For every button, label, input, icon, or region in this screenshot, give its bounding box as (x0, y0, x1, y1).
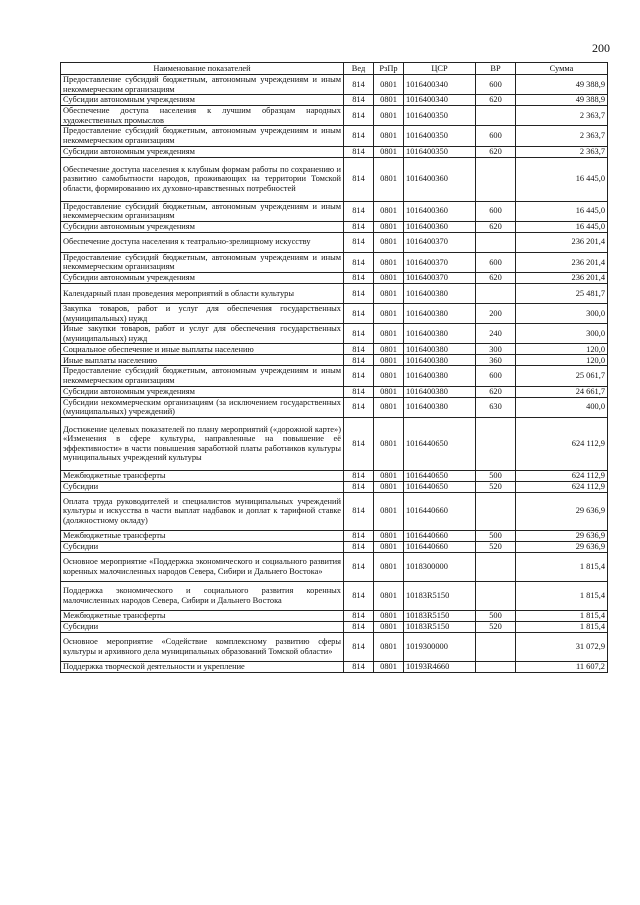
row-csr: 1016400350 (404, 106, 476, 126)
row-vr (476, 661, 516, 672)
row-sum: 624 112,9 (516, 417, 608, 470)
row-csr: 10183R5150 (404, 581, 476, 610)
row-ved: 814 (344, 232, 374, 252)
row-csr: 1019300000 (404, 632, 476, 661)
row-name: Субсидии (61, 481, 344, 492)
row-name: Календарный план проведения мероприятий в области культуры (61, 283, 344, 303)
row-csr: 1016400370 (404, 252, 476, 272)
table-row (61, 283, 608, 303)
row-csr: 1016440660 (404, 541, 476, 552)
row-vr (476, 232, 516, 252)
table-row (61, 303, 608, 323)
row-vr: 600 (476, 366, 516, 386)
row-sum: 49 388,9 (516, 95, 608, 106)
row-vr (476, 552, 516, 581)
row-ved: 814 (344, 157, 374, 201)
row-sum: 120,0 (516, 344, 608, 355)
header-name: Наименование показателей (61, 63, 344, 75)
row-rzpr: 0801 (374, 221, 404, 232)
row-name: Поддержка экономического и социального развития коренных малочисленных народов Севера, Сибири и Дальнего Востока (61, 581, 344, 610)
row-ved: 814 (344, 344, 374, 355)
row-ved: 814 (344, 283, 374, 303)
header-vr: ВР (476, 63, 516, 75)
row-csr: 1016400380 (404, 366, 476, 386)
row-sum: 2 363,7 (516, 106, 608, 126)
row-name: Субсидии автономным учреждениям (61, 95, 344, 106)
row-vr: 240 (476, 324, 516, 344)
table-row (61, 632, 608, 661)
row-name: Субсидии автономным учреждениям (61, 272, 344, 283)
row-rzpr: 0801 (374, 492, 404, 530)
row-name: Межбюджетные трансферты (61, 610, 344, 621)
row-csr: 1016400360 (404, 221, 476, 232)
row-name: Иные закупки товаров, работ и услуг для обеспечения государственных (муниципальных) нужд (61, 324, 344, 344)
row-rzpr: 0801 (374, 146, 404, 157)
row-sum: 120,0 (516, 355, 608, 366)
row-name: Субсидии некоммерческим организациям (за исключением государственных (муниципальных) учреждений) (61, 397, 344, 417)
row-sum: 400,0 (516, 397, 608, 417)
row-name: Основное мероприятие «Содействие комплексному развитию сферы культуры и архивного дела муниципальных образований Томской области» (61, 632, 344, 661)
row-vr: 360 (476, 355, 516, 366)
row-name: Предоставление субсидий бюджетным, автономным учреждениям и иным некоммерческим организациям (61, 75, 344, 95)
budget-table (60, 62, 608, 673)
row-sum: 16 445,0 (516, 201, 608, 221)
row-csr: 1016440660 (404, 492, 476, 530)
row-csr: 1016400360 (404, 201, 476, 221)
row-sum: 1 815,4 (516, 621, 608, 632)
row-name: Оплата труда руководителей и специалистов муниципальных учреждений культуры и искусства в части выплат надбавок и доплат к тарифной ставке (должностному окладу) (61, 492, 344, 530)
row-rzpr: 0801 (374, 552, 404, 581)
table-row (61, 106, 608, 126)
row-ved: 814 (344, 541, 374, 552)
row-rzpr: 0801 (374, 157, 404, 201)
row-sum: 24 661,7 (516, 386, 608, 397)
row-vr (476, 417, 516, 470)
table-row (61, 232, 608, 252)
row-csr: 1016400340 (404, 95, 476, 106)
row-rzpr: 0801 (374, 632, 404, 661)
row-vr: 500 (476, 470, 516, 481)
row-csr: 1016440650 (404, 481, 476, 492)
row-rzpr: 0801 (374, 252, 404, 272)
row-vr: 300 (476, 344, 516, 355)
row-csr: 1016400380 (404, 303, 476, 323)
row-name: Основное мероприятие «Поддержка экономического и социального развития коренных малочисленных народов Севера, Сибири и Дальнего Востока» (61, 552, 344, 581)
row-ved: 814 (344, 95, 374, 106)
row-sum: 31 072,9 (516, 632, 608, 661)
table-row (61, 355, 608, 366)
row-csr: 1016440650 (404, 417, 476, 470)
row-ved: 814 (344, 621, 374, 632)
row-sum: 2 363,7 (516, 146, 608, 157)
row-name: Предоставление субсидий бюджетным, автономным учреждениям и иным некоммерческим организациям (61, 126, 344, 146)
row-name: Субсидии автономным учреждениям (61, 221, 344, 232)
row-ved: 814 (344, 303, 374, 323)
row-rzpr: 0801 (374, 272, 404, 283)
row-rzpr: 0801 (374, 201, 404, 221)
table-row (61, 344, 608, 355)
row-vr: 600 (476, 201, 516, 221)
row-ved: 814 (344, 252, 374, 272)
row-ved: 814 (344, 75, 374, 95)
row-ved: 814 (344, 366, 374, 386)
row-vr: 200 (476, 303, 516, 323)
row-rzpr: 0801 (374, 355, 404, 366)
row-vr (476, 157, 516, 201)
row-sum: 624 112,9 (516, 470, 608, 481)
row-ved: 814 (344, 386, 374, 397)
row-vr (476, 492, 516, 530)
row-vr: 620 (476, 221, 516, 232)
table-row (61, 252, 608, 272)
row-sum: 624 112,9 (516, 481, 608, 492)
table-row (61, 417, 608, 470)
header-row (61, 63, 608, 75)
row-vr (476, 106, 516, 126)
row-rzpr: 0801 (374, 621, 404, 632)
row-csr: 1016400340 (404, 75, 476, 95)
table-row (61, 95, 608, 106)
row-csr: 1016440650 (404, 470, 476, 481)
table-row (61, 530, 608, 541)
table-row (61, 541, 608, 552)
row-name: Межбюджетные трансферты (61, 470, 344, 481)
row-name: Межбюджетные трансферты (61, 530, 344, 541)
header-rzpr: РзПр (374, 63, 404, 75)
row-sum: 25 061,7 (516, 366, 608, 386)
row-ved: 814 (344, 201, 374, 221)
row-vr: 520 (476, 541, 516, 552)
row-vr: 600 (476, 126, 516, 146)
row-csr: 1016400380 (404, 283, 476, 303)
row-ved: 814 (344, 106, 374, 126)
row-rzpr: 0801 (374, 581, 404, 610)
row-name: Социальное обеспечение и иные выплаты населению (61, 344, 344, 355)
row-rzpr: 0801 (374, 530, 404, 541)
table-row (61, 146, 608, 157)
row-ved: 814 (344, 552, 374, 581)
row-name: Субсидии автономным учреждениям (61, 146, 344, 157)
row-rzpr: 0801 (374, 397, 404, 417)
row-sum: 300,0 (516, 324, 608, 344)
row-sum: 11 607,2 (516, 661, 608, 672)
table-row (61, 366, 608, 386)
row-ved: 814 (344, 530, 374, 541)
row-ved: 814 (344, 355, 374, 366)
table-header (61, 63, 608, 75)
row-ved: 814 (344, 661, 374, 672)
row-sum: 236 201,4 (516, 272, 608, 283)
row-sum: 16 445,0 (516, 221, 608, 232)
row-sum: 236 201,4 (516, 252, 608, 272)
row-csr: 1016400350 (404, 126, 476, 146)
row-vr (476, 581, 516, 610)
row-name: Поддержка творческой деятельности и укрепление (61, 661, 344, 672)
table-row (61, 324, 608, 344)
row-ved: 814 (344, 324, 374, 344)
row-sum: 1 815,4 (516, 581, 608, 610)
row-name: Предоставление субсидий бюджетным, автономным учреждениям и иным некоммерческим организациям (61, 201, 344, 221)
table-row (61, 552, 608, 581)
row-ved: 814 (344, 632, 374, 661)
row-name: Субсидии автономным учреждениям (61, 386, 344, 397)
row-rzpr: 0801 (374, 386, 404, 397)
row-sum: 1 815,4 (516, 552, 608, 581)
table-row (61, 201, 608, 221)
row-ved: 814 (344, 470, 374, 481)
row-ved: 814 (344, 126, 374, 146)
row-csr: 1016400360 (404, 157, 476, 201)
table-row (61, 481, 608, 492)
row-ved: 814 (344, 492, 374, 530)
row-csr: 1016400380 (404, 355, 476, 366)
table-row (61, 492, 608, 530)
row-vr: 500 (476, 610, 516, 621)
row-vr: 520 (476, 621, 516, 632)
row-rzpr: 0801 (374, 417, 404, 470)
table-row (61, 581, 608, 610)
table-row (61, 75, 608, 95)
row-ved: 814 (344, 581, 374, 610)
row-csr: 1016440660 (404, 530, 476, 541)
row-vr: 620 (476, 95, 516, 106)
table-row (61, 610, 608, 621)
table-row (61, 661, 608, 672)
row-name: Предоставление субсидий бюджетным, автономным учреждениям и иным некоммерческим организациям (61, 252, 344, 272)
row-csr: 10183R5150 (404, 610, 476, 621)
row-ved: 814 (344, 221, 374, 232)
row-name: Иные выплаты населению (61, 355, 344, 366)
row-ved: 814 (344, 417, 374, 470)
row-ved: 814 (344, 610, 374, 621)
row-name: Обеспечение доступа населения к лучшим образцам народных художественных промыслов (61, 106, 344, 126)
row-rzpr: 0801 (374, 303, 404, 323)
row-csr: 1016400350 (404, 146, 476, 157)
row-rzpr: 0801 (374, 126, 404, 146)
row-rzpr: 0801 (374, 324, 404, 344)
table-row (61, 221, 608, 232)
row-sum: 300,0 (516, 303, 608, 323)
table-row (61, 470, 608, 481)
row-vr: 630 (476, 397, 516, 417)
table-row (61, 272, 608, 283)
row-csr: 1018300000 (404, 552, 476, 581)
table-row (61, 386, 608, 397)
row-rzpr: 0801 (374, 610, 404, 621)
row-sum: 2 363,7 (516, 126, 608, 146)
row-csr: 1016400380 (404, 344, 476, 355)
row-rzpr: 0801 (374, 95, 404, 106)
row-vr: 500 (476, 530, 516, 541)
table-row (61, 397, 608, 417)
row-name: Предоставление субсидий бюджетным, автономным учреждениям и иным некоммерческим организациям (61, 366, 344, 386)
row-rzpr: 0801 (374, 541, 404, 552)
row-vr: 620 (476, 146, 516, 157)
row-sum: 29 636,9 (516, 492, 608, 530)
row-name: Обеспечение доступа населения к театрально-зрелищному искусству (61, 232, 344, 252)
row-vr: 620 (476, 272, 516, 283)
row-ved: 814 (344, 481, 374, 492)
row-name: Закупка товаров, работ и услуг для обеспечения государственных (муниципальных) нужд (61, 303, 344, 323)
row-vr: 620 (476, 386, 516, 397)
row-vr (476, 632, 516, 661)
row-sum: 16 445,0 (516, 157, 608, 201)
header-ved: Вед (344, 63, 374, 75)
row-rzpr: 0801 (374, 75, 404, 95)
table-body (61, 75, 608, 673)
row-csr: 1016400370 (404, 272, 476, 283)
row-csr: 10193R4660 (404, 661, 476, 672)
row-rzpr: 0801 (374, 470, 404, 481)
row-rzpr: 0801 (374, 366, 404, 386)
row-rzpr: 0801 (374, 106, 404, 126)
row-name: Обеспечение доступа населения к клубным формам работы по сохранению и развитию самобытности народов, проживающих на территории Томской области, формированию их духовно-нравственных потребностей (61, 157, 344, 201)
row-rzpr: 0801 (374, 661, 404, 672)
row-rzpr: 0801 (374, 283, 404, 303)
row-rzpr: 0801 (374, 344, 404, 355)
row-sum: 25 481,7 (516, 283, 608, 303)
row-name: Субсидии (61, 541, 344, 552)
table-row (61, 621, 608, 632)
row-rzpr: 0801 (374, 481, 404, 492)
row-vr (476, 283, 516, 303)
row-ved: 814 (344, 397, 374, 417)
table-row (61, 157, 608, 201)
row-sum: 29 636,9 (516, 530, 608, 541)
row-name: Субсидии (61, 621, 344, 632)
page-number: 200 (592, 41, 610, 55)
row-rzpr: 0801 (374, 232, 404, 252)
row-vr: 520 (476, 481, 516, 492)
row-csr: 1016400380 (404, 324, 476, 344)
header-sum: Сумма (516, 63, 608, 75)
row-sum: 49 388,9 (516, 75, 608, 95)
row-ved: 814 (344, 146, 374, 157)
row-csr: 1016400380 (404, 386, 476, 397)
row-csr: 10183R5150 (404, 621, 476, 632)
row-vr: 600 (476, 75, 516, 95)
row-sum: 236 201,4 (516, 232, 608, 252)
row-vr: 600 (476, 252, 516, 272)
header-csr: ЦСР (404, 63, 476, 75)
row-sum: 1 815,4 (516, 610, 608, 621)
row-ved: 814 (344, 272, 374, 283)
table-row (61, 126, 608, 146)
row-name: Достижение целевых показателей по плану мероприятий («дорожной карте») «Изменения в сфере культуры, направленные на повышение её эффективности» в части повышения заработной платы работников культуры муниципальных учреждений культуры (61, 417, 344, 470)
row-csr: 1016400380 (404, 397, 476, 417)
row-csr: 1016400370 (404, 232, 476, 252)
row-sum: 29 636,9 (516, 541, 608, 552)
